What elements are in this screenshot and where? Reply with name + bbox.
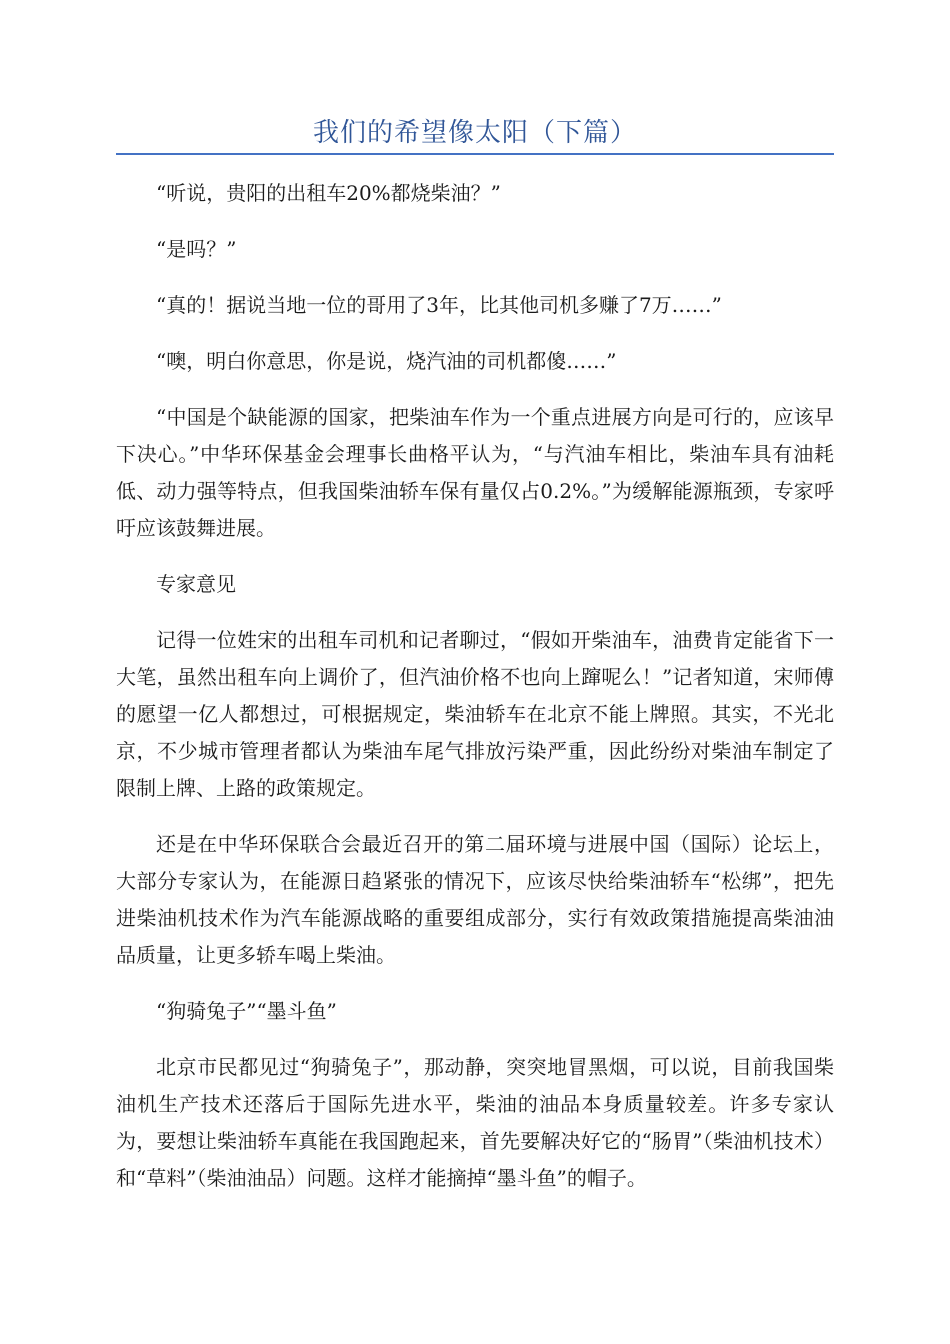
paragraph-dialogue-1: “听说，贵阳的出租车20%都烧柴油？” [156, 181, 501, 205]
paragraph-dialogue-2: “是吗？” [156, 237, 237, 261]
document-title: 我们的希望像太阳（下篇） [312, 118, 637, 148]
paragraph-technology: 北京市民都见过“狗骑兔子”，那动静，突突地冒黑烟，可以说，目前我国柴油机生产技术还落后于国际先进水平，柴油的油品本身质量较差。许多专家认为，要想让柴油轿车真能在我国跑起来，首先要解决好它的“肠胃”（柴油机技术）和“草料”（柴油油品）问题。这样才能摘掉“墨斗鱼”的帽子。 [116, 1055, 834, 1190]
section-heading-expert-opinion: 专家意见 [156, 572, 236, 596]
paragraph-forum: 还是在中华环保联合会最近召开的第二届环境与进展中国（国际）论坛上，大部分专家认为，在能源日趋紧张的情况下，应该尽快给柴油轿车“松绑”，把先进柴油机技术作为汽车能源战略的重要组成部分，实行有效政策措施提高柴油油品质量，让更多轿车喝上柴油。 [116, 832, 834, 967]
document-body [116, 175, 834, 1197]
paragraph-dialogue-3: “真的！据说当地一位的哥用了3年，比其他司机多赚了7万……” [156, 293, 722, 317]
title-underline [116, 153, 834, 155]
paragraph-taxi-driver: 记得一位姓宋的出租车司机和记者聊过，“假如开柴油车，油费肯定能省下一大笔，虽然出租车向上调价了，但汽油价格不也向上蹿呢么！”记者知道，宋师傅的愿望一亿人都想过，可根据规定，柴油轿车在北京不能上牌照。其实，不光北京，不少城市管理者都认为柴油车尾气排放污染严重，因此纷纷对柴油车制定了限制上牌、上路的政策规定。 [116, 628, 834, 800]
paragraph-intro: “中国是个缺能源的国家，把柴油车作为一个重点进展方向是可行的，应该早下决心。”中华环保基金会理事长曲格平认为，“与汽油车相比，柴油车具有油耗低、动力强等特点，但我国柴油轿车保有量仅占0.2%。”为缓解能源瓶颈，专家呼吁应该鼓舞进展。 [116, 405, 834, 540]
document-page [116, 0, 834, 1216]
paragraph-dialogue-4: “噢，明白你意思，你是说，烧汽油的司机都傻……” [156, 349, 617, 373]
section-heading-dog-rabbit: “狗骑兔子”“墨斗鱼” [156, 999, 337, 1023]
